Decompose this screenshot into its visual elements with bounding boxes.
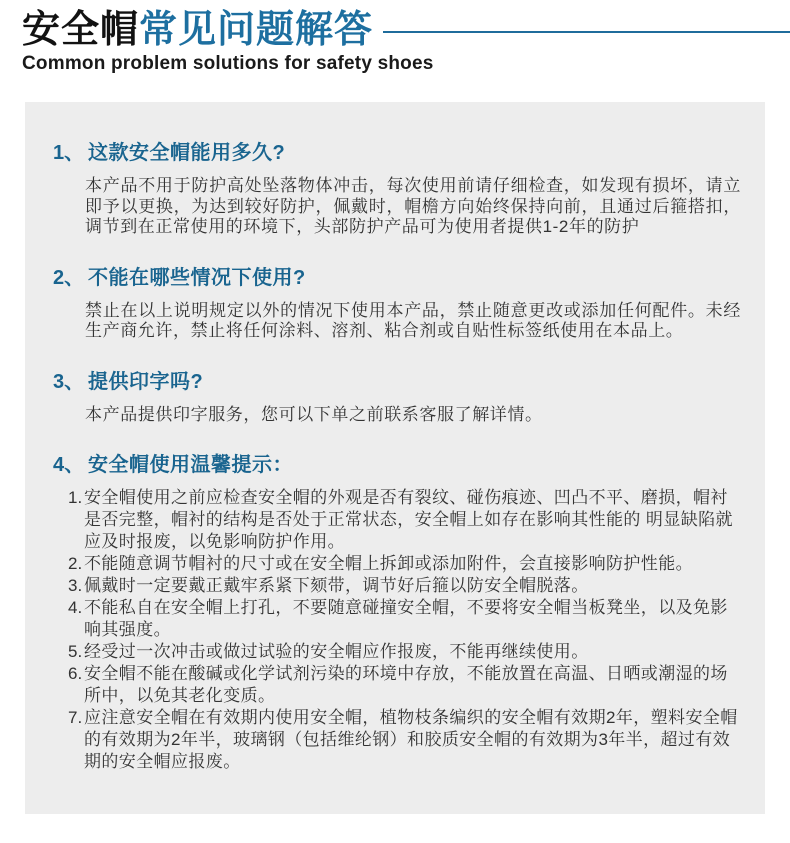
faq-section-2	[53, 261, 740, 342]
faq-panel	[25, 102, 765, 814]
question-text: 不能在哪些情况下使用?	[88, 266, 306, 289]
title-rule-divider	[383, 31, 790, 33]
question-number: 1、	[53, 142, 85, 164]
question-row	[53, 448, 740, 477]
question-text: 这款安全帽能用多久?	[88, 142, 286, 164]
tip-text: 不能私自在安全帽上打孔，不要随意碰撞安全帽，不要将安全帽当板凳坐，以及免影响其强度。	[84, 598, 728, 639]
question-number: 2、	[53, 266, 85, 289]
tip-text: 经受过一次冲击或做过试验的安全帽应作报废，不能再继续使用。	[84, 642, 589, 661]
tip-text: 安全帽使用之前应检查安全帽的外观是否有裂纹、碰伤痕迹、凹凸不平、磨损，帽衬是否完整，帽衬的结构是否处于正常状态，安全帽上如存在影响其性能的 明显缺陷就应及时报废，以免影响防护作用。	[84, 488, 733, 551]
tip-text: 安全帽不能在酸碱或化学试剂污染的环境中存放，不能放置在高温、日晒或潮湿的场所中，以免其老化变质。	[84, 664, 728, 705]
tip-number: 5.	[68, 642, 83, 661]
header	[0, 0, 790, 75]
tip-number: 4.	[68, 598, 83, 617]
question-number: 4、	[53, 454, 85, 476]
answer-text: 本产品不用于防护高处坠落物体冲击，每次使用前请仔细检查，如发现有损坏，请立即予以更换，为达到较好防护，佩戴时，帽檐方向始终保持向前，且通过后箍搭扣，调节到在正常使用的环境下，头部防护产品可为使用者提供1-2年的防护	[85, 176, 741, 236]
page-subtitle: Common problem solutions for safety shoes	[22, 53, 434, 74]
tip-number: 2.	[68, 554, 83, 573]
page-title-blue-segment: 常见问题解答	[139, 9, 374, 51]
question-text: 安全帽使用温馨提示：	[88, 454, 293, 476]
tip-item	[68, 575, 740, 597]
faq-section-4	[53, 448, 740, 773]
question-number: 3、	[53, 370, 85, 393]
page-title	[22, 8, 373, 52]
title-row	[22, 8, 790, 52]
answer-text: 本产品提供印字服务，您可以下单之前联系客服了解详情。	[85, 404, 543, 424]
tip-number: 3.	[68, 576, 83, 595]
question-row	[53, 365, 740, 394]
tip-item	[68, 641, 740, 663]
answer-text: 禁止在以上说明规定以外的情况下使用本产品，禁止随意更改或添加任何配件。未经生产商允许，禁止将任何涂料、溶剂、粘合剂或自贴性标签纸使用在本品上。	[85, 300, 741, 340]
faq-section-1	[53, 136, 740, 238]
tip-item	[68, 707, 740, 773]
tip-text: 不能随意调节帽衬的尺寸或在安全帽上拆卸或添加附件，会直接影响防护性能。	[84, 554, 693, 573]
tip-text: 佩戴时一定要戴正戴牢系紧下颏带，调节好后箍以防安全帽脱落。	[84, 576, 589, 595]
faq-section-3	[53, 365, 740, 426]
question-row	[53, 136, 740, 165]
tip-item	[68, 487, 740, 553]
question-text: 提供印字吗?	[88, 370, 204, 393]
question-row	[53, 261, 740, 290]
tip-number: 7.	[68, 708, 83, 727]
tip-number: 1.	[68, 488, 83, 507]
tip-number: 6.	[68, 664, 83, 683]
tip-text: 应注意安全帽在有效期内使用安全帽，植物枝条编织的安全帽有效期2年，塑料安全帽的有效期为2年半，玻璃钢（包括维纶钢）和胶质安全帽的有效期为3年半，超过有效期的安全帽应报废。	[84, 708, 738, 771]
tip-item	[68, 597, 740, 641]
tip-item	[68, 553, 740, 575]
tips-list	[68, 487, 740, 773]
tip-item	[68, 663, 740, 707]
page-title-black-segment: 安全帽	[22, 9, 140, 51]
